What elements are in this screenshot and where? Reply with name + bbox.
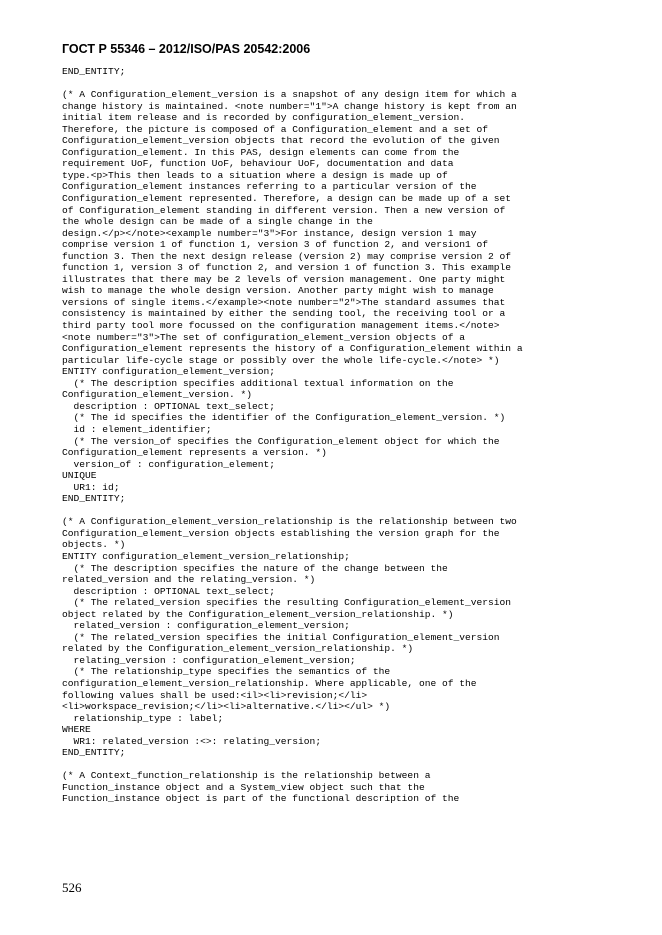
code-line: (* The version_of specifies the Configuration_element object for which the: [62, 435, 500, 447]
code-line: related by the Configuration_element_version_relationship. *): [62, 643, 414, 655]
code-line: following values shall be used:<il><li>revision;</li>: [62, 689, 368, 701]
code-line: comprise version 1 of function 1, version 3 of function 2, and version1 of: [62, 239, 489, 251]
code-line: Configuration_element_version. *): [62, 389, 252, 401]
code-line: description : OPTIONAL text_select;: [62, 585, 276, 597]
code-line: (* The id specifies the identifier of the Configuration_element_version. *): [62, 412, 506, 424]
code-line: id : element_identifier;: [62, 423, 212, 435]
code-line: function 1, version 3 of function 2, and version 1 of function 3. This example: [62, 262, 512, 274]
code-line: related_version : configuration_element_version;: [62, 620, 350, 632]
code-line: versions of single items.</example><note number="2">The standard assumes that: [62, 296, 506, 308]
code-line: relationship_type : label;: [62, 712, 224, 724]
code-line: (* The related_version specifies the initial Configuration_element_version: [62, 631, 500, 643]
page-number: 526: [62, 880, 82, 895]
code-line: wish to manage the whole design version. Another party might wish to manage: [62, 285, 494, 297]
code-line: (* A Context_function_relationship is the relationship between a: [62, 770, 431, 782]
code-line: objects. *): [62, 539, 126, 551]
page-header-title: ГОСТ Р 55346 – 2012/ISO/PAS 20542:2006: [62, 42, 311, 56]
code-line: third party tool more focussed on the configuration management items.</note>: [62, 320, 500, 332]
code-line: Configuration_element represents a version. *): [62, 447, 327, 459]
code-line: ENTITY configuration_element_version_relationship;: [62, 550, 350, 562]
code-line: Configuration_element_version objects that record the evolution of the given: [62, 135, 500, 147]
code-line: particular life-cycle stage or possibly over the whole life-cycle.</note> *): [62, 354, 500, 366]
code-line: consistency is maintained by either the sending tool, the receiving tool or a: [62, 308, 506, 320]
code-line: <note number="3">The set of configuration_element_version objects of a: [62, 331, 466, 343]
code-line: END_ENTITY;: [62, 66, 126, 77]
code-line: <li>workspace_revision;</li><li>alternative.</li></ul> *): [62, 701, 391, 713]
code-line: description : OPTIONAL text_select;: [62, 400, 276, 412]
code-line: function 3. Then the next design release (version 2) may comprise version 2 of: [62, 250, 512, 262]
code-line: object related by the Configuration_element_version_relationship. *): [62, 608, 454, 620]
blank-line: [62, 505, 622, 517]
code-line: Configuration_element_version objects establishing the version graph for the: [62, 527, 500, 539]
code-line: related_version and the relating_version. *): [62, 574, 316, 586]
code-line: ENTITY configuration_element_version;: [62, 366, 276, 378]
code-line: UNIQUE: [62, 470, 97, 482]
code-line: relating_version : configuration_element_version;: [62, 654, 356, 666]
code-line: END_ENTITY;: [62, 493, 126, 505]
code-line: Configuration_element instances referring to a particular version of the: [62, 181, 477, 193]
code-line: design.</p></note><example number="3">For instance, design version 1 may: [62, 227, 477, 239]
express-code-listing: [62, 66, 622, 805]
code-line: initial item release and is recorded by configuration_element_version.: [62, 112, 466, 124]
code-line: Configuration_element represented. Therefore, a design can be made up of a set: [62, 193, 512, 205]
code-line: Therefore, the picture is composed of a Configuration_element and a set of: [62, 123, 489, 135]
code-line: the whole design can be made of a single change in the: [62, 216, 373, 228]
code-line: (* The related_version specifies the resulting Configuration_element_version: [62, 597, 512, 609]
code-line: (* A Configuration_element_version_relationship is the relationship between two: [62, 516, 517, 528]
code-line: Configuration_element represents the history of a Configuration_element within a: [62, 343, 523, 355]
code-line: Function_instance object is part of the functional description of the: [62, 793, 460, 805]
code-line: (* A Configuration_element_version is a snapshot of any design item for which a: [62, 89, 517, 101]
blank-line: [62, 78, 622, 90]
code-line: UR1: id;: [62, 481, 120, 493]
code-line: END_ENTITY;: [62, 747, 126, 759]
code-line: change history is maintained. <note number="1">A change history is kept from an: [62, 100, 517, 112]
code-line: WHERE: [62, 724, 91, 736]
code-line: Configuration_element. In this PAS, design elements can come from the: [62, 146, 460, 158]
code-line: illustrates that there may be 2 levels of version management. One party might: [62, 273, 506, 285]
code-line: type.<p>This then leads to a situation where a design is made up of: [62, 169, 448, 181]
code-line: of Configuration_element standing in different version. Then a new version of: [62, 204, 506, 216]
code-line: Function_instance object and a System_view object such that the: [62, 781, 425, 793]
code-line: configuration_element_version_relationship. Where applicable, one of the: [62, 677, 477, 689]
code-line: WR1: related_version :<>: relating_version;: [62, 735, 322, 747]
code-line: requirement UoF, function UoF, behaviour UoF, documentation and data: [62, 158, 454, 170]
blank-line: [62, 759, 622, 771]
code-line: version_of : configuration_element;: [62, 458, 276, 470]
code-line: (* The description specifies the nature of the change between the: [62, 562, 448, 574]
code-line: (* The description specifies additional textual information on the: [62, 377, 454, 389]
code-line: (* The relationship_type specifies the semantics of the: [62, 666, 391, 678]
